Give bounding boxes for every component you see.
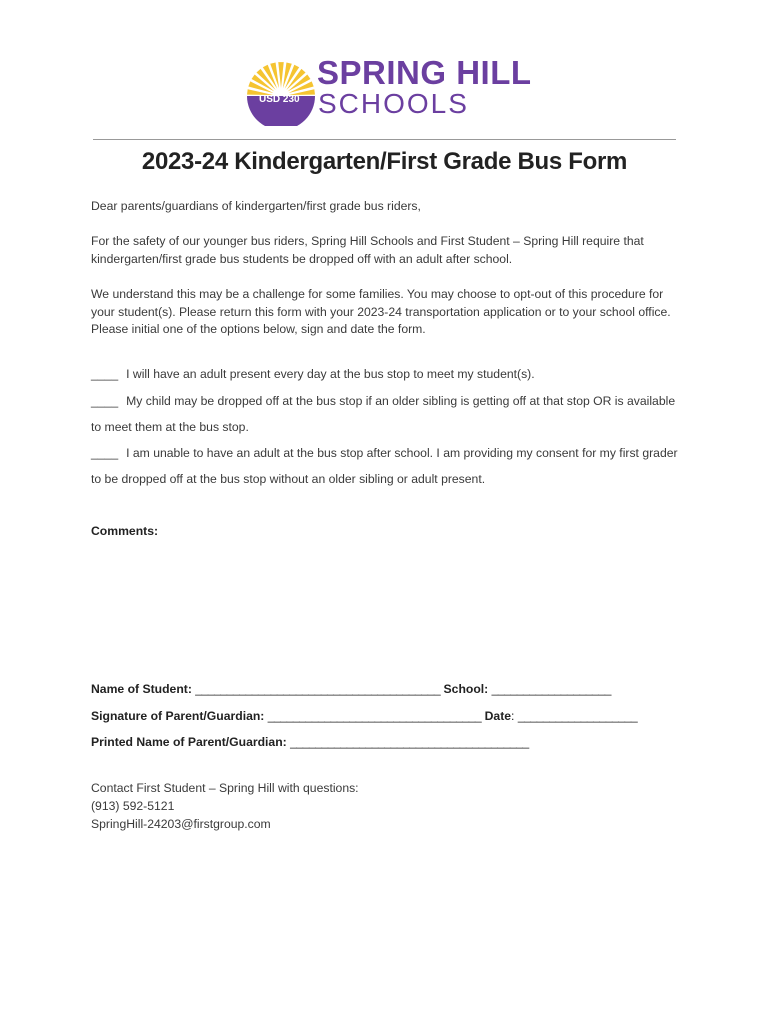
printed-name-row <box>91 735 529 749</box>
logo-badge: USD 230 <box>259 94 300 105</box>
sun-ray <box>278 62 283 88</box>
student-name-field[interactable]: _______________________________________ <box>195 682 441 696</box>
date-label: Date <box>484 709 512 723</box>
initial-blank[interactable]: ____ <box>91 367 119 381</box>
option-older-sibling <box>91 388 681 440</box>
paragraph-opt-out: We understand this may be a challenge for some families. You may choose to opt-out of this procedure for your student(s). Please return this form with your 2023-24 transportation application or to your school office. Please initial one of the options below, sign and date the form. <box>91 287 671 336</box>
school-logo <box>245 50 535 126</box>
paragraph-safety: For the safety of our younger bus riders, Spring Hill Schools and First Student – Spring Hill require that kindergarten/first grade bus students be dropped off with an adult after school. <box>91 234 644 266</box>
option-text: I am unable to have an adult at the bus stop after school. I am providing my consent for my first grader to be dropped off at the bus stop without an older sibling or adult present. <box>91 446 678 486</box>
initial-blank[interactable]: ____ <box>91 394 119 408</box>
option-text: I will have an adult present every day at the bus stop to meet my student(s). <box>126 367 535 381</box>
date-colon: : <box>511 709 515 723</box>
printed-name-field[interactable]: ______________________________________ <box>290 735 529 749</box>
comments-label: Comments: <box>91 524 159 538</box>
signature-field[interactable]: __________________________________ <box>267 709 482 723</box>
student-school-row <box>91 682 611 696</box>
contact-block <box>91 779 359 833</box>
logo-name-line1: SPRING HILL <box>317 54 532 91</box>
page-title: 2023-24 Kindergarten/First Grade Bus Form <box>141 148 628 175</box>
contact-phone: (913) 592-5121 <box>91 799 175 813</box>
contact-email[interactable]: SpringHill-24203@firstgroup.com <box>91 817 271 831</box>
initial-blank[interactable]: ____ <box>91 446 119 460</box>
header-divider <box>93 139 676 140</box>
option-adult-present <box>91 361 681 387</box>
signature-date-row <box>91 709 637 723</box>
school-field[interactable]: ___________________ <box>491 682 611 696</box>
option-text: My child may be dropped off at the bus stop if an older sibling is getting off at that stop OR is available to meet them at the bus stop. <box>91 394 676 434</box>
date-field[interactable]: ___________________ <box>517 709 638 723</box>
option-consent-drop-off <box>91 440 681 492</box>
contact-line: Contact First Student – Spring Hill with questions: <box>91 781 359 795</box>
sun-logo-icon <box>245 50 317 126</box>
logo-name-line2: SCHOOLS <box>318 88 469 119</box>
greeting: Dear parents/guardians of kindergarten/first grade bus riders, <box>91 199 421 213</box>
student-name-label: Name of Student: <box>91 682 192 696</box>
signature-label: Signature of Parent/Guardian: <box>91 709 265 723</box>
school-label: School: <box>443 682 489 696</box>
printed-name-label: Printed Name of Parent/Guardian: <box>91 735 287 749</box>
